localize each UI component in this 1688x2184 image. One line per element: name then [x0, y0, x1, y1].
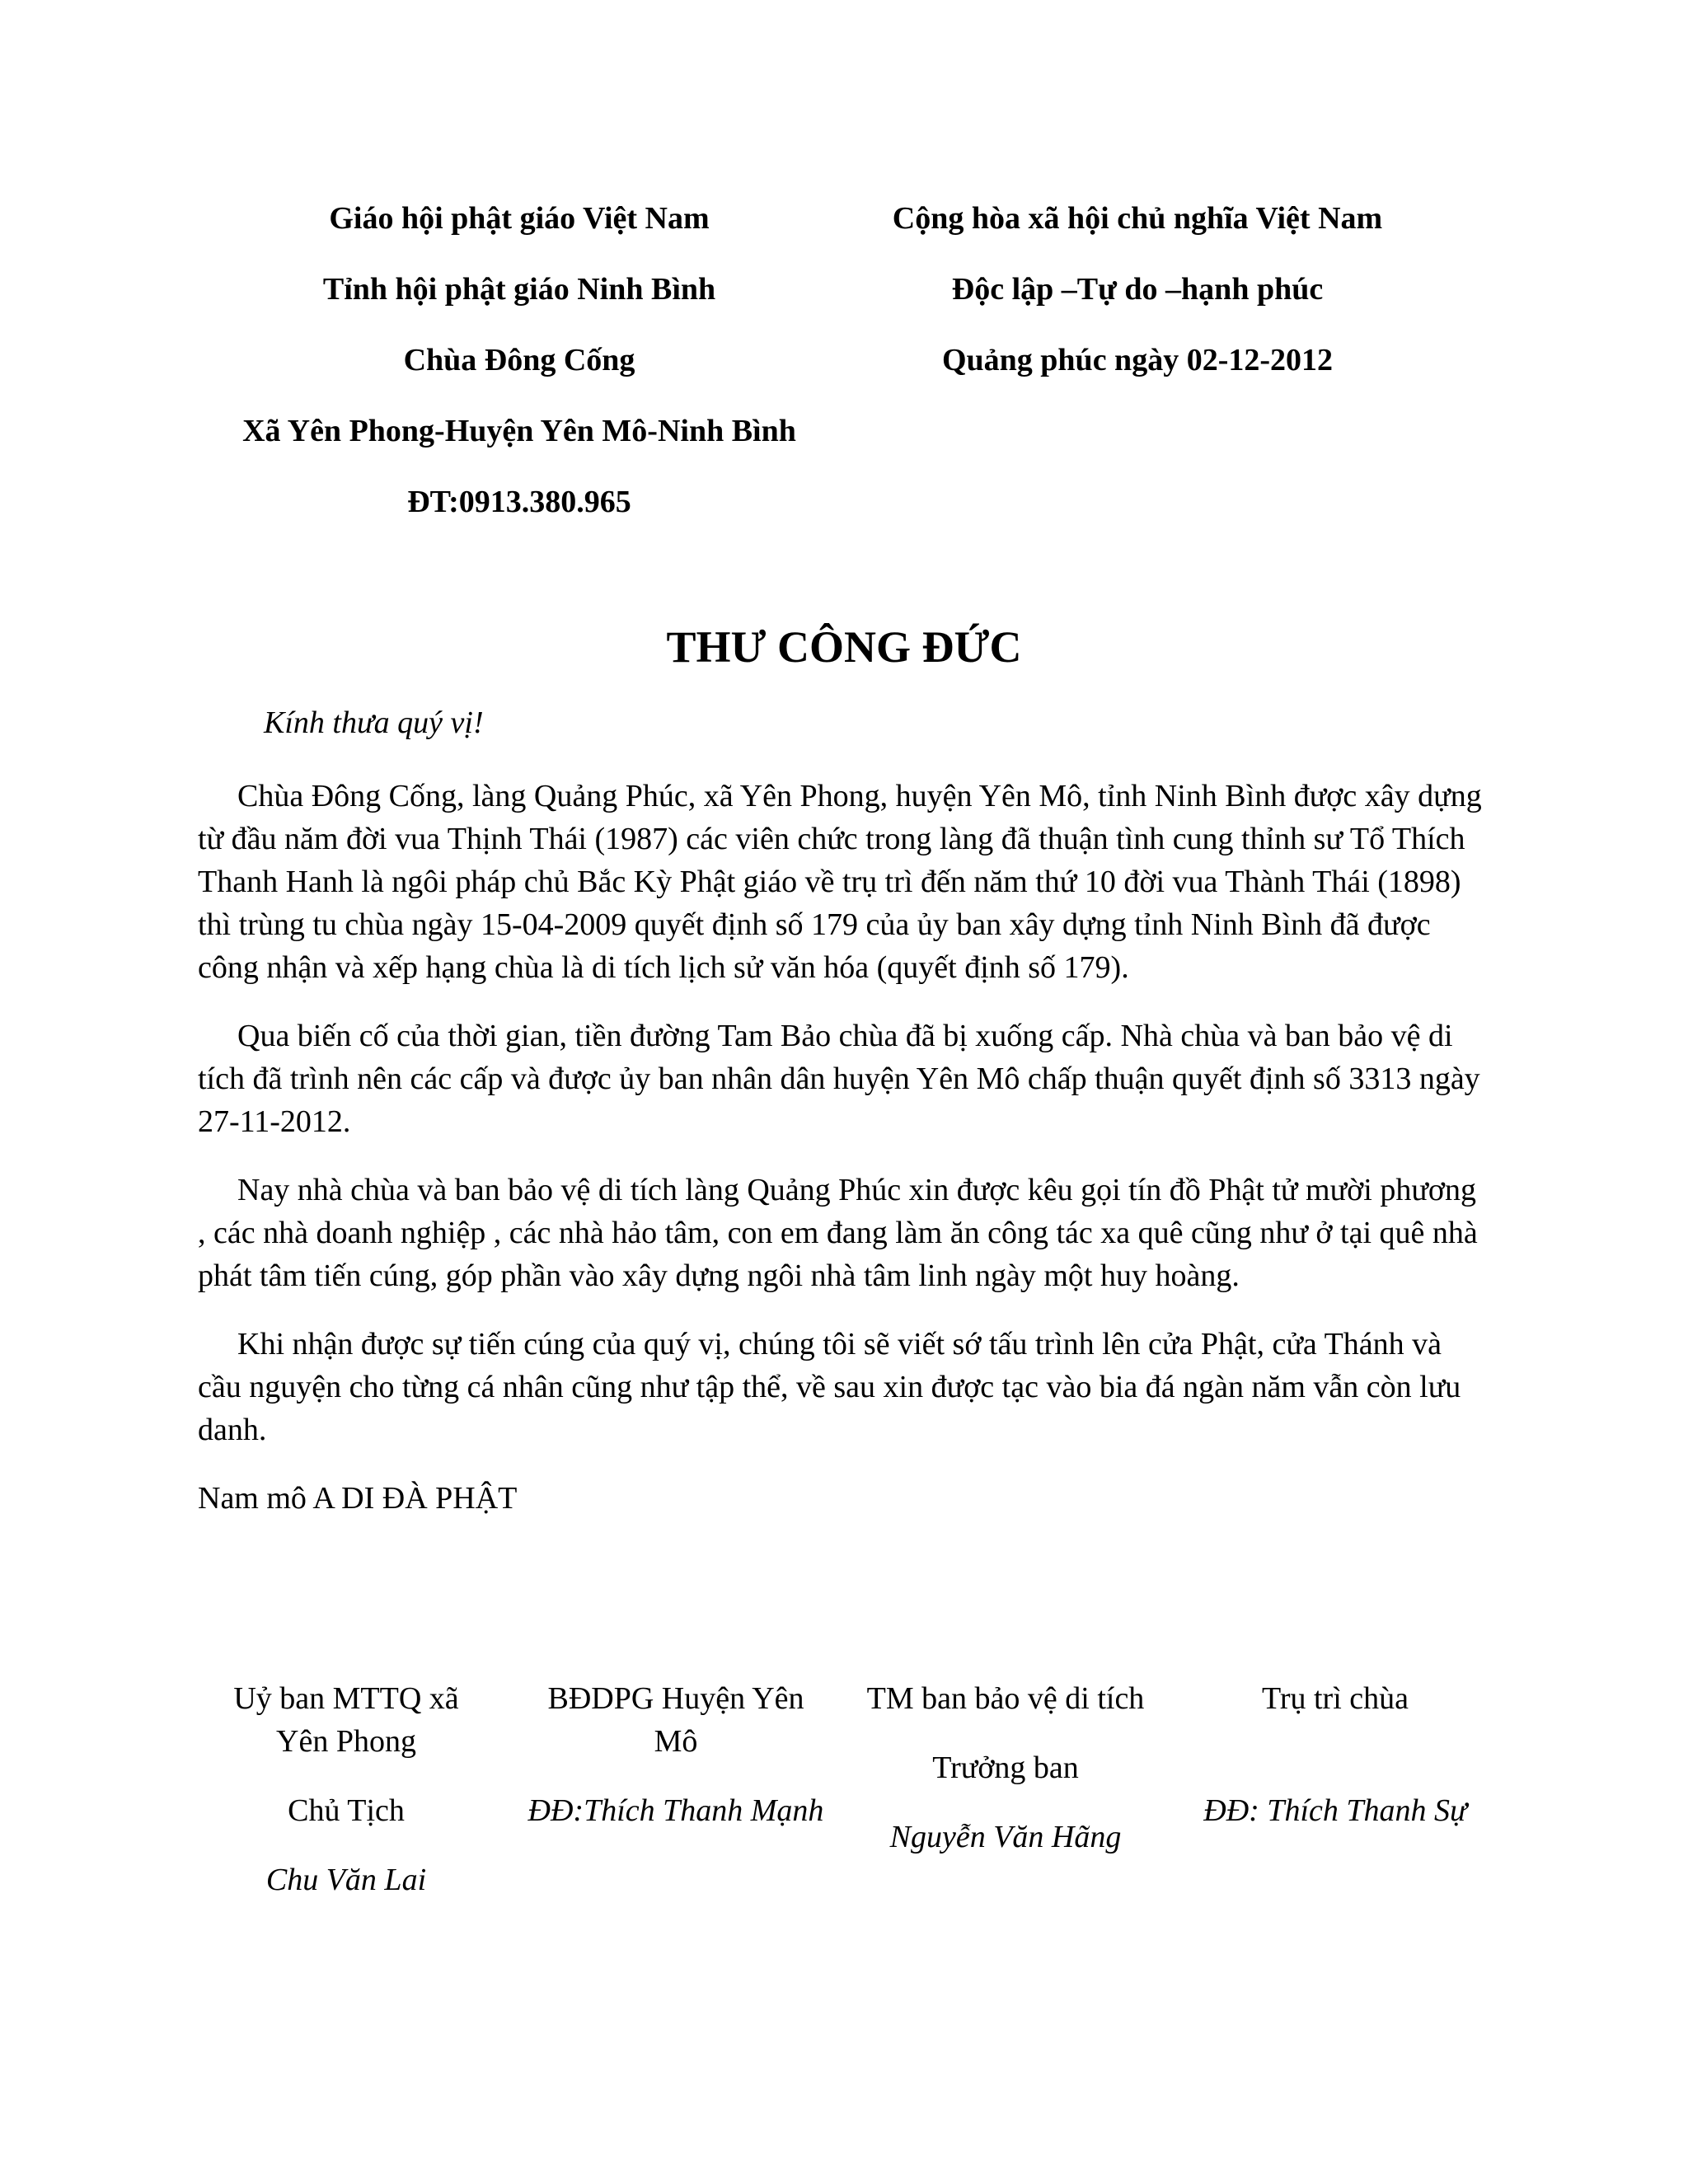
motto-line: Độc lập –Tự do –hạnh phúc [951, 272, 1324, 307]
signature-block-heritage-board [841, 1677, 1170, 1858]
country-line: Cộng hòa xã hội chủ nghĩa Việt Nam [892, 201, 1383, 236]
letter-body [198, 775, 1484, 1545]
church-org-line: Giáo hội phật giáo Việt Nam [329, 201, 710, 236]
signature-block-bddpg [528, 1677, 824, 1832]
signature-name: ĐĐ: Thích Thanh Sự [1203, 1793, 1467, 1828]
address-line: Xã Yên Phong-Huyện Yên Mô-Ninh Bình [242, 414, 796, 448]
signature-org: Trụ trì chùa [1261, 1681, 1409, 1716]
phone-line: ĐT:0913.380.965 [407, 485, 631, 519]
paragraph-degradation: Qua biến cố của thời gian, tiền đường Tam Bảo chùa đã bị xuống cấp. Nhà chùa và ban bảo vệ di tích đã trình nên các cấp và được ủy ban nhân dân huyện Yên Mô chấp thuận quyết định số 3313 ngày 27-11-2012. [198, 1019, 1480, 1139]
header-left [206, 190, 832, 544]
paragraph-appeal: Nay nhà chùa và ban bảo vệ di tích làng Quảng Phúc xin được kêu gọi tín đồ Phật tử mười phương , các nhà doanh nghiệp , các nhà hảo tâm, con em đang làm ăn công tác xa quê cũng như ở tại quê nhà phát tâm tiến cúng, góp phần vào xây dựng ngôi nhà tâm linh ngày một huy hoàng. [198, 1173, 1478, 1293]
signature-role: Chủ Tịch [288, 1793, 405, 1828]
header-right [824, 190, 1451, 402]
paragraph-history: Chùa Đông Cống, làng Quảng Phúc, xã Yên Phong, huyện Yên Mô, tỉnh Ninh Bình được xây dựng từ đầu năm đời vua Thịnh Thái (1987) các viên chức trong làng đã thuận tình cung thỉnh sư Tổ Thích Thanh Hanh là ngôi pháp chủ Bắc Kỳ Phật giáo về trụ trì đến năm thứ 10 đời vua Thành Thái (1898) thì trùng tu chùa ngày 15-04-2009 quyết định số 179 của ủy ban xây dựng tỉnh Ninh Bình đã được công nhận và xếp hạng chùa là di tích lịch sử văn hóa (quyết định số 179). [198, 779, 1482, 985]
signature-role: Trưởng ban [932, 1750, 1079, 1785]
province-org-line: Tỉnh hội phật giáo Ninh Bình [322, 272, 716, 307]
signature-org: BĐDPG Huyện Yên Mô [547, 1681, 804, 1759]
document-title: THƯ CÔNG ĐỨC [666, 622, 1022, 672]
signature-name: ĐĐ:Thích Thanh Mạnh [528, 1793, 824, 1828]
pagoda-name-line: Chùa Đông Cống [403, 343, 635, 377]
signature-org: Uỷ ban MTTQ xã Yên Phong [233, 1681, 459, 1759]
greeting: Kính thưa quý vị! [264, 705, 484, 740]
signature-name: Chu Văn Lai [265, 1863, 427, 1897]
date-line: Quảng phúc ngày 02-12-2012 [941, 343, 1334, 377]
signature-block-abbot [1179, 1677, 1492, 1832]
paragraph-gratitude: Khi nhận được sự tiến cúng của quý vị, chúng tôi sẽ viết sớ tấu trình lên cửa Phật, cửa Thánh và cầu nguyện cho từng cá nhân cũng như tập thể, về sau xin được tạc vào bia đá ngàn năm vẫn còn lưu danh. [198, 1327, 1461, 1447]
signature-name: Nguyễn Văn Hãng [889, 1820, 1122, 1854]
closing-line: Nam mô A DI ĐÀ PHẬT [198, 1481, 518, 1516]
signature-org: TM ban bảo vệ di tích [866, 1681, 1145, 1716]
signature-block-mttq [206, 1677, 486, 1901]
